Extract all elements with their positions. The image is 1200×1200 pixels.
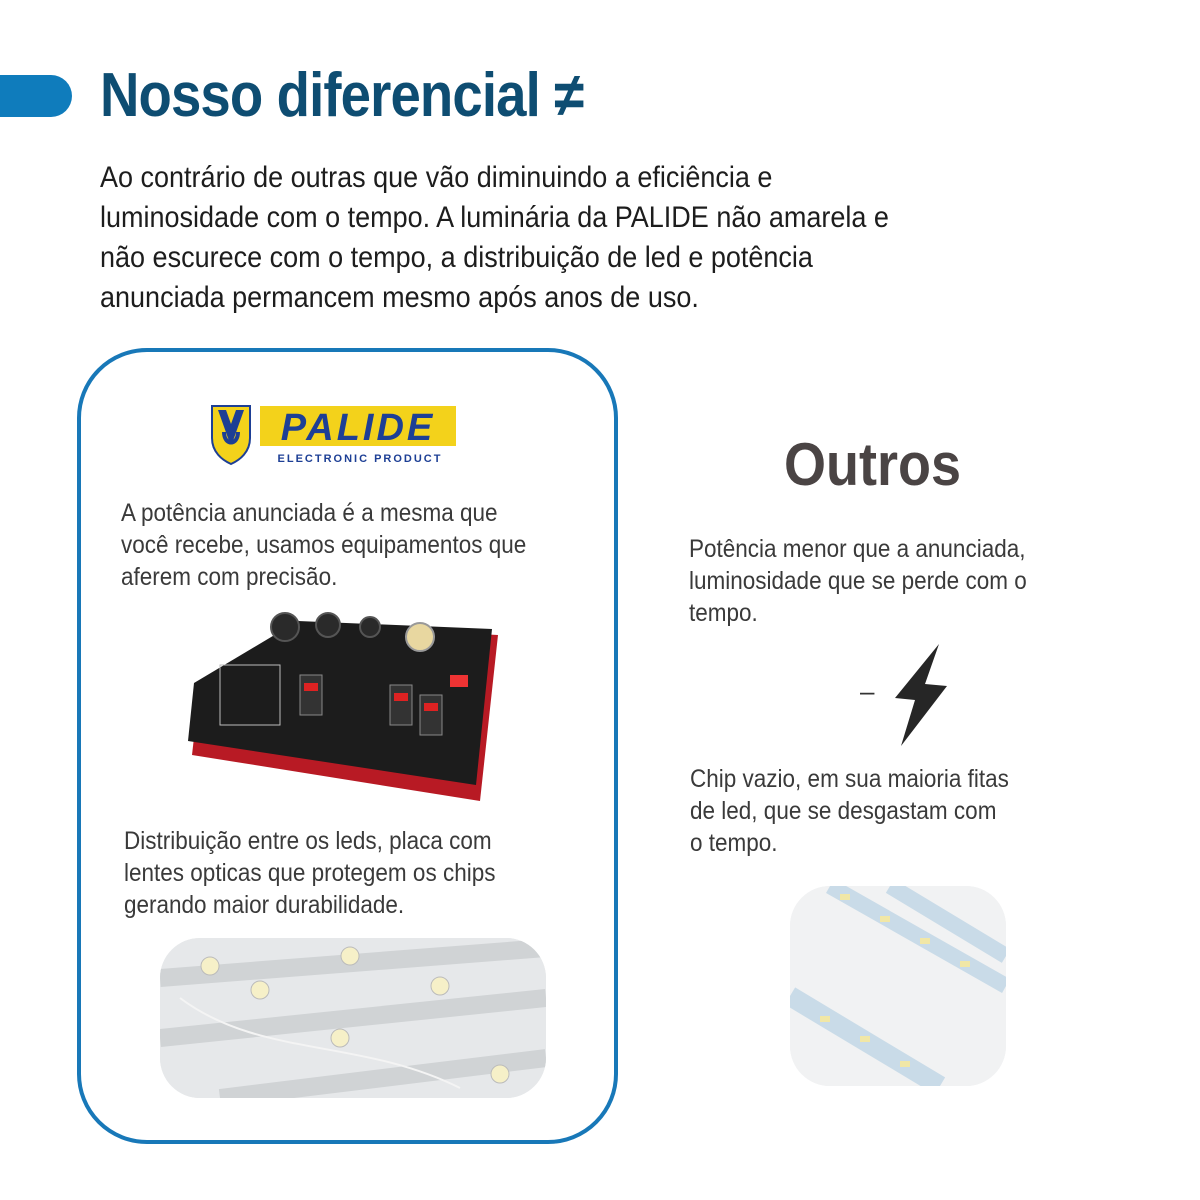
palide-power-text: A potência anunciada é a mesma que você recebe, usamos equipamentos que aferem com precisão. [121,499,527,591]
logo-name: PALIDE [280,407,436,449]
led-lens-board-photo [160,938,546,1098]
outros-power-text: Potência menor que a anunciada, luminosidade que se perde com o tempo. [689,535,1027,627]
page-title: Nosso diferencial ≠ [100,61,584,130]
intro-text: Ao contrário de outras que vão diminuindo a eficiência e luminosidade com o tempo. A luminária da PALIDE não amarela e não escurece com o tempo, a distribuição de led e potência anunciada permancem mesmo após anos de uso. [100,161,889,314]
palide-logo [210,402,460,466]
accent-pill [0,75,72,117]
minus-sign: – [860,676,875,706]
lightning-bolt-icon [855,640,955,750]
outros-title: Outros [784,431,962,498]
led-tester-photo [180,605,500,805]
outros-chip-text: Chip vazio, em sua maioria fitas de led, que se desgastam com o tempo. [690,765,1009,857]
led-strip-photo [790,886,1006,1086]
logo-subtitle: ELECTRONIC PRODUCT [277,453,443,465]
palide-distribution-text: Distribuição entre os leds, placa com lentes opticas que protegem os chips gerando maior durabilidade. [124,827,496,919]
